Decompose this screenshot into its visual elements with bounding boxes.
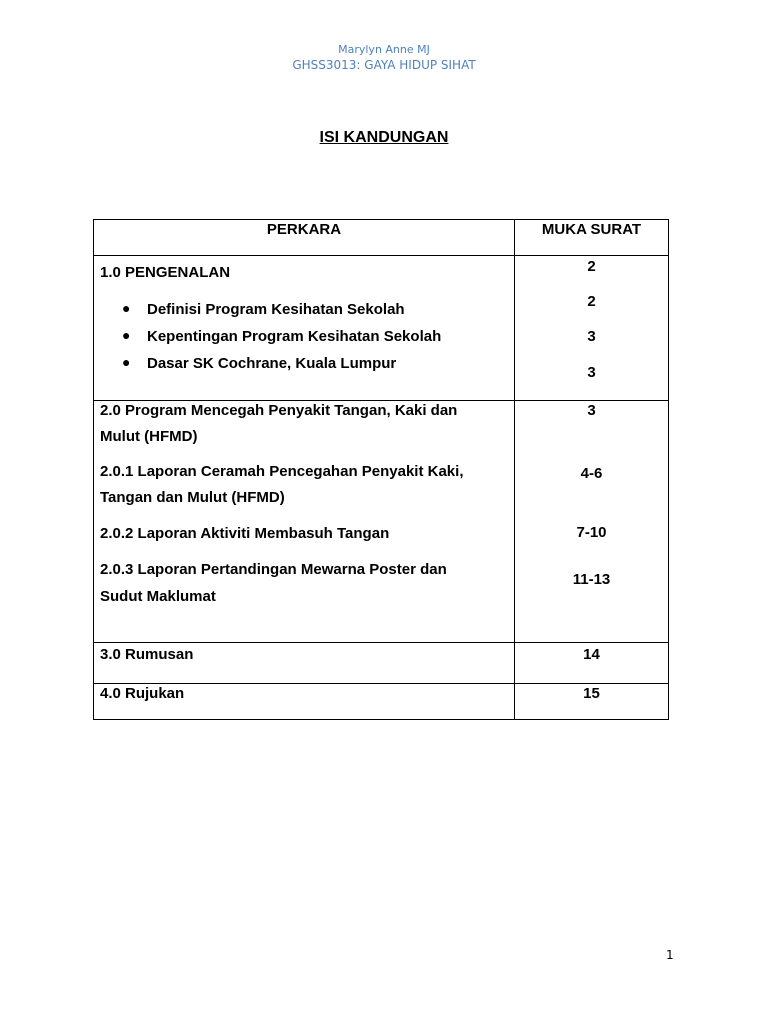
section1-bullet-2-page: 3 <box>587 328 596 345</box>
header-page-label: MUKA SURAT <box>541 221 642 238</box>
section2-item-1-line1: 2.0 Program Mencegah Penyakit Tangan, Kaki dan <box>100 402 458 419</box>
section1-title: 1.0 PENGENALAN <box>100 264 231 281</box>
section3-title: 3.0 Rumusan <box>100 646 194 663</box>
section2-item-3-line1: 2.0.2 Laporan Aktiviti Membasuh Tangan <box>100 525 390 542</box>
header-page <box>515 220 669 256</box>
header-author: Marylyn Anne MJ <box>338 43 430 56</box>
bullet-icon: ● <box>122 300 131 316</box>
section4-page: 15 <box>583 685 600 702</box>
section1-title-page: 2 <box>587 258 596 275</box>
table-row <box>94 401 669 643</box>
section1-bullet-3: Dasar SK Cochrane, Kuala Lumpur <box>147 355 397 372</box>
section4-title: 4.0 Rujukan <box>100 685 185 702</box>
header-item <box>94 220 515 256</box>
table-row <box>94 684 669 720</box>
section1-bullet-1-page: 2 <box>587 293 596 310</box>
section1-bullet-1: Definisi Program Kesihatan Sekolah <box>147 301 405 318</box>
bullet-icon: ● <box>122 327 131 343</box>
section2-item-2-line2: Tangan dan Mulut (HFMD) <box>100 489 285 506</box>
bullet-icon: ● <box>122 354 131 370</box>
table-header-row <box>94 220 669 256</box>
section2-item-3-page: 7-10 <box>576 524 607 541</box>
toc-table <box>93 219 669 720</box>
table-row <box>94 643 669 684</box>
section2-item-2-line1: 2.0.1 Laporan Ceramah Pencegahan Penyakit Kaki, <box>100 463 464 480</box>
section1-bullet-2: Kepentingan Program Kesihatan Sekolah <box>147 328 442 345</box>
section2-item-1-page: 3 <box>587 402 596 419</box>
section2-item-4-line1: 2.0.3 Laporan Pertandingan Mewarna Poster dan <box>100 561 447 578</box>
section2-item-4-page: 11-13 <box>572 571 611 588</box>
section1-bullet-3-page: 3 <box>587 364 596 381</box>
section2-item-4-line2: Sudut Maklumat <box>100 588 216 605</box>
section3-page: 14 <box>583 646 600 663</box>
header-course: GHSS3013: GAYA HIDUP SIHAT <box>292 58 476 72</box>
table-row <box>94 256 669 401</box>
section2-item-2-page: 4-6 <box>580 465 603 482</box>
page-title: ISI KANDUNGAN <box>319 129 449 146</box>
header-item-label: PERKARA <box>266 221 342 238</box>
section2-item-1-line2: Mulut (HFMD) <box>100 428 198 445</box>
page-number: 1 <box>666 948 674 962</box>
